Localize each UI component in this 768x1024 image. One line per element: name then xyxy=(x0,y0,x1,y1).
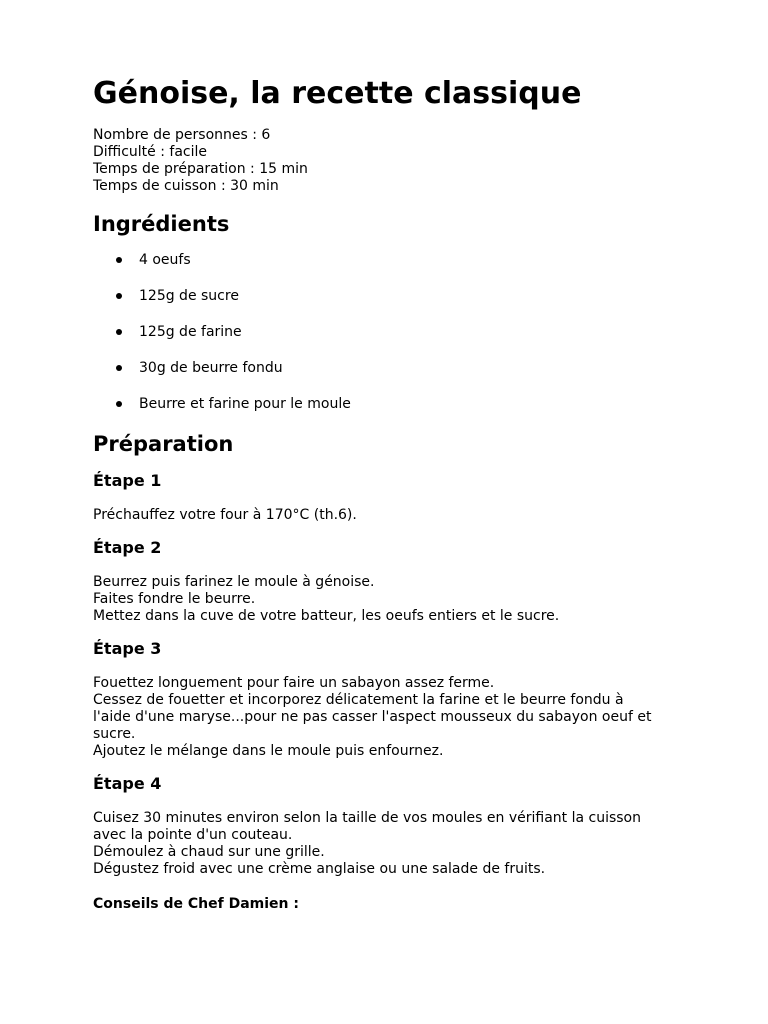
preparation-heading: Préparation xyxy=(93,432,234,456)
meta-difficulty: Difficulté : facile xyxy=(93,144,207,160)
ingredient-label: 4 oeufs xyxy=(139,252,191,268)
list-item xyxy=(93,287,768,305)
meta-servings: Nombre de personnes : 6 xyxy=(93,127,271,143)
ingredient-label: 125g de farine xyxy=(139,324,242,340)
list-item xyxy=(93,395,768,413)
ingredients-heading: Ingrédients xyxy=(93,212,230,236)
ingredient-label: 30g de beurre fondu xyxy=(139,360,283,376)
advice-heading: Conseils de Chef Damien : xyxy=(93,896,299,912)
step-3 xyxy=(93,639,768,760)
step-title: Étape 2 xyxy=(93,538,162,557)
step-line: Préchauffez votre four à 170°C (th.6). xyxy=(93,507,357,523)
step-text xyxy=(93,810,653,878)
bullet-icon xyxy=(116,257,122,263)
step-line: Beurrez puis farinez le moule à génoise. xyxy=(93,574,375,590)
step-4 xyxy=(93,774,768,878)
step-line: Dégustez froid avec une crème anglaise ou une salade de fruits. xyxy=(93,861,546,877)
step-1 xyxy=(93,471,768,524)
ingredient-label: Beurre et farine pour le moule xyxy=(139,396,351,412)
bullet-icon xyxy=(116,401,122,407)
bullet-icon xyxy=(116,293,122,299)
ingredients-list xyxy=(93,251,768,413)
meta-prep-time: Temps de préparation : 15 min xyxy=(93,161,308,177)
step-line: Mettez dans la cuve de votre batteur, les oeufs entiers et le sucre. xyxy=(93,608,560,624)
list-item xyxy=(93,359,768,377)
step-title: Étape 3 xyxy=(93,639,162,658)
step-title: Étape 1 xyxy=(93,471,162,490)
list-item xyxy=(93,323,768,341)
list-item xyxy=(93,251,768,269)
ingredient-label: 125g de sucre xyxy=(139,288,239,304)
bullet-icon xyxy=(116,329,122,335)
step-text xyxy=(93,574,653,625)
step-line: Démoulez à chaud sur une grille. xyxy=(93,844,325,860)
step-line: Cuisez 30 minutes environ selon la taille de vos moules en vérifiant la cuisson avec la pointe d'un couteau. xyxy=(93,810,641,843)
meta-cook-time: Temps de cuisson : 30 min xyxy=(93,178,279,194)
step-text xyxy=(93,675,653,760)
bullet-icon xyxy=(116,365,122,371)
step-2 xyxy=(93,538,768,625)
step-line: Cessez de fouetter et incorporez délicatement la farine et le beurre fondu à l'aide d'une maryse...pour ne pas casser l'aspect mousseux du sabayon oeuf et sucre. xyxy=(93,692,652,742)
step-line: Faites fondre le beurre. xyxy=(93,591,256,607)
step-line: Fouettez longuement pour faire un sabayon assez ferme. xyxy=(93,675,495,691)
step-title: Étape 4 xyxy=(93,774,162,793)
step-text xyxy=(93,507,653,524)
step-line: Ajoutez le mélange dans le moule puis enfournez. xyxy=(93,743,444,759)
recipe-meta xyxy=(93,127,768,195)
page-title: Génoise, la recette classique xyxy=(93,76,582,111)
